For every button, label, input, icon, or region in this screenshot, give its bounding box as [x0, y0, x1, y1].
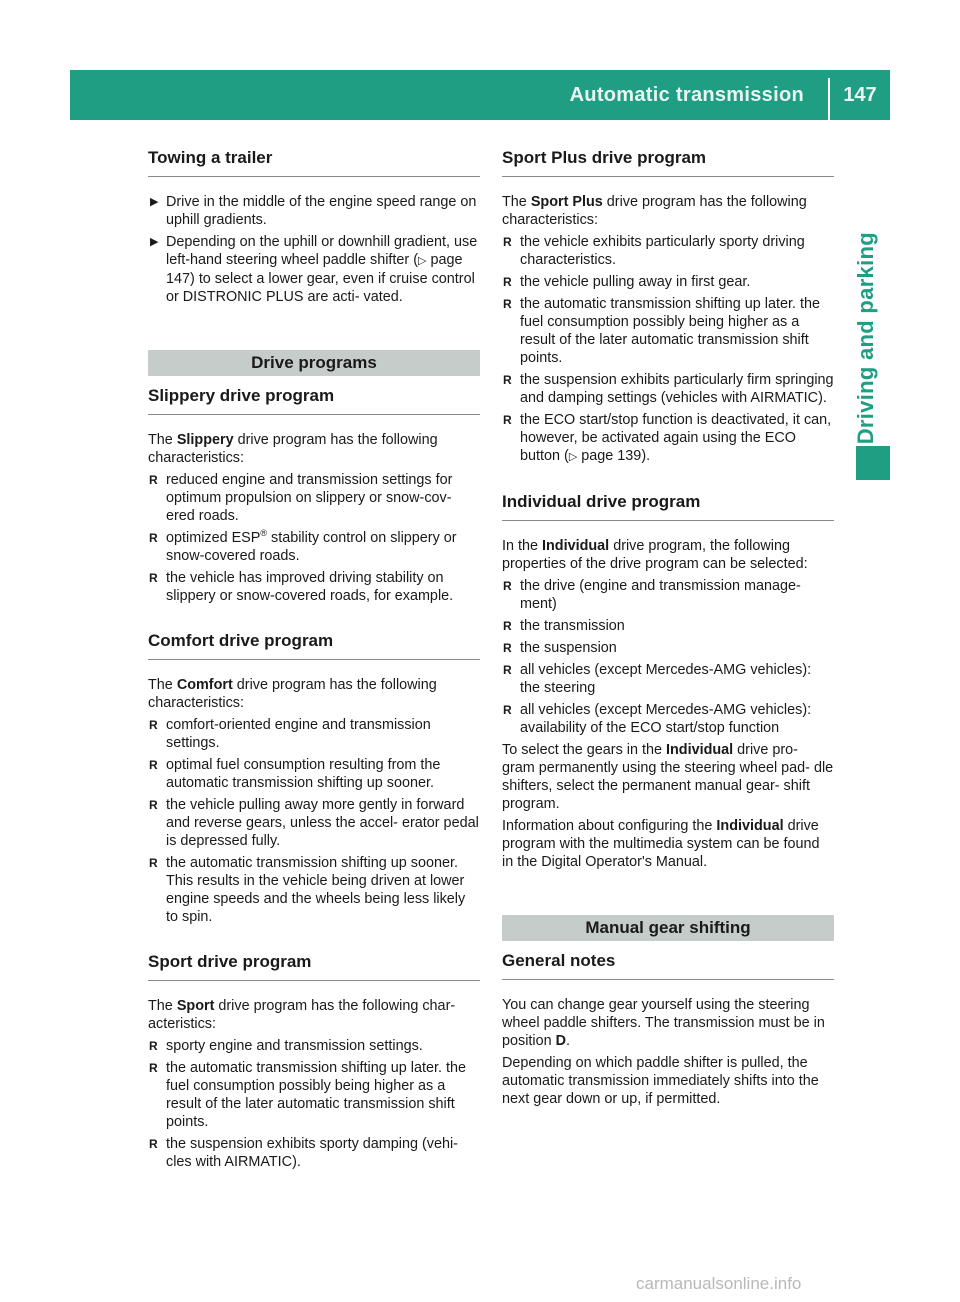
heading-towing: Towing a trailer [148, 148, 480, 177]
heading-sport-plus: Sport Plus drive program [502, 148, 834, 177]
heading-sport: Sport drive program [148, 952, 480, 981]
header-band [70, 70, 890, 120]
list-item: R optimized ESP® stability control on slippery or snow-covered roads. [148, 529, 480, 565]
individual-list [502, 577, 834, 737]
list-item: R the ECO start/stop function is deactivated, it can, however, be activated again using the ECO button (▷ page 139). [502, 411, 834, 466]
side-tab-label [842, 232, 890, 445]
running-header-title: Automatic transmission [569, 84, 804, 106]
heading-individual: Individual drive program [502, 492, 834, 521]
towing-steps [148, 193, 480, 306]
list-item: R reduced engine and transmission settings for optimum propulsion on slippery or snow-cov- ered roads. [148, 471, 480, 525]
list-item: R sporty engine and transmission settings. [148, 1037, 480, 1055]
list-item: R the automatic transmission shifting up sooner. This results in the vehicle being driven at lower engine speeds and the wheels being less likely to spin. [148, 854, 480, 926]
watermark: carmanualsonline.info [636, 1274, 802, 1293]
list-item: R the suspension exhibits particularly firm springing and damping settings (vehicles with AIRMATIC). [502, 371, 834, 407]
band-drive-programs: Drive programs [148, 350, 480, 376]
left-column [148, 148, 480, 1175]
page-reference[interactable]: page 147 [166, 252, 463, 287]
band-manual-gear-shifting: Manual gear shifting [502, 915, 834, 941]
individual-select-text: To select the gears in the Individual drive pro- gram permanently using the steering wheel pad- dle shifters, select the permanent manual gear- shift program. [502, 742, 834, 812]
individual-info-text: Information about configuring the Individual drive program with the multimedia system can be found in the Digital Operator's Manual. [502, 818, 820, 870]
sport-list [148, 1037, 480, 1171]
sport-plus-intro: The Sport Plus drive program has the following characteristics: [502, 194, 807, 228]
heading-general-notes: General notes [502, 951, 834, 980]
list-item: R the suspension [502, 639, 834, 657]
page-ref-arrow-icon: ▷ [568, 451, 578, 463]
slippery-list [148, 471, 480, 605]
list-item: R the automatic transmission shifting up later. the fuel consumption possibly being higher as a result of the later automatic transmission shift points. [502, 295, 834, 367]
page-reference[interactable]: page 139 [581, 448, 642, 464]
list-item: R optimal fuel consumption resulting from the automatic transmission shifting up sooner. [148, 756, 480, 792]
side-tab-text: Driving and parking [853, 232, 878, 445]
towing-step: ▶ Depending on the uphill or downhill gradient, use left-hand steering wheel paddle shifter (▷ page 147) to select a lower gear, even if cruise control or DISTRONIC PLUS are acti- vated. [148, 233, 480, 306]
list-item: R all vehicles (except Mercedes-AMG vehicles): availability of the ECO start/stop function [502, 701, 834, 737]
list-item: R comfort-oriented engine and transmission settings. [148, 716, 480, 752]
registered-mark: ® [260, 528, 268, 539]
comfort-list [148, 716, 480, 926]
list-item: R the drive (engine and transmission manage- ment) [502, 577, 834, 613]
list-item: R the automatic transmission shifting up later. the fuel consumption possibly being higher as a result of the later automatic transmission shift points. [148, 1059, 480, 1131]
individual-intro: In the Individual drive program, the following properties of the drive program can be selected: [502, 538, 808, 572]
list-item: R all vehicles (except Mercedes-AMG vehicles): the steering [502, 661, 834, 697]
comfort-intro: The Comfort drive program has the following characteristics: [148, 677, 437, 711]
page-ref-arrow-icon: ▷ [418, 255, 427, 267]
right-column [502, 148, 834, 1112]
list-item: R the vehicle exhibits particularly sporty driving characteristics. [502, 233, 834, 269]
towing-step: ▶ Drive in the middle of the engine speed range on uphill gradients. [148, 193, 480, 229]
list-item: R the vehicle pulling away in first gear. [502, 273, 834, 291]
list-item: R the vehicle has improved driving stability on slippery or snow-covered roads, for example. [148, 569, 480, 605]
slippery-intro: The Slippery drive program has the following characteristics: [148, 432, 438, 466]
heading-comfort: Comfort drive program [148, 631, 480, 660]
page-number: 147 [843, 84, 877, 106]
sport-plus-list [502, 233, 834, 466]
sport-intro: The Sport drive program has the following char- acteristics: [148, 998, 456, 1032]
side-tab-marker [856, 446, 890, 480]
general-notes-p1: You can change gear yourself using the steering wheel paddle shifters. The transmission must be in position D. [502, 997, 825, 1049]
list-item: R the suspension exhibits sporty damping (vehi- cles with AIRMATIC). [148, 1135, 480, 1171]
list-item: R the vehicle pulling away more gently in forward and reverse gears, unless the accel- erator pedal is depressed fully. [148, 796, 480, 850]
heading-slippery: Slippery drive program [148, 386, 480, 415]
list-item: R the transmission [502, 617, 834, 635]
general-notes-p2: Depending on which paddle shifter is pulled, the automatic transmission immediately shifts into the next gear down or up, if permitted. [502, 1055, 819, 1107]
